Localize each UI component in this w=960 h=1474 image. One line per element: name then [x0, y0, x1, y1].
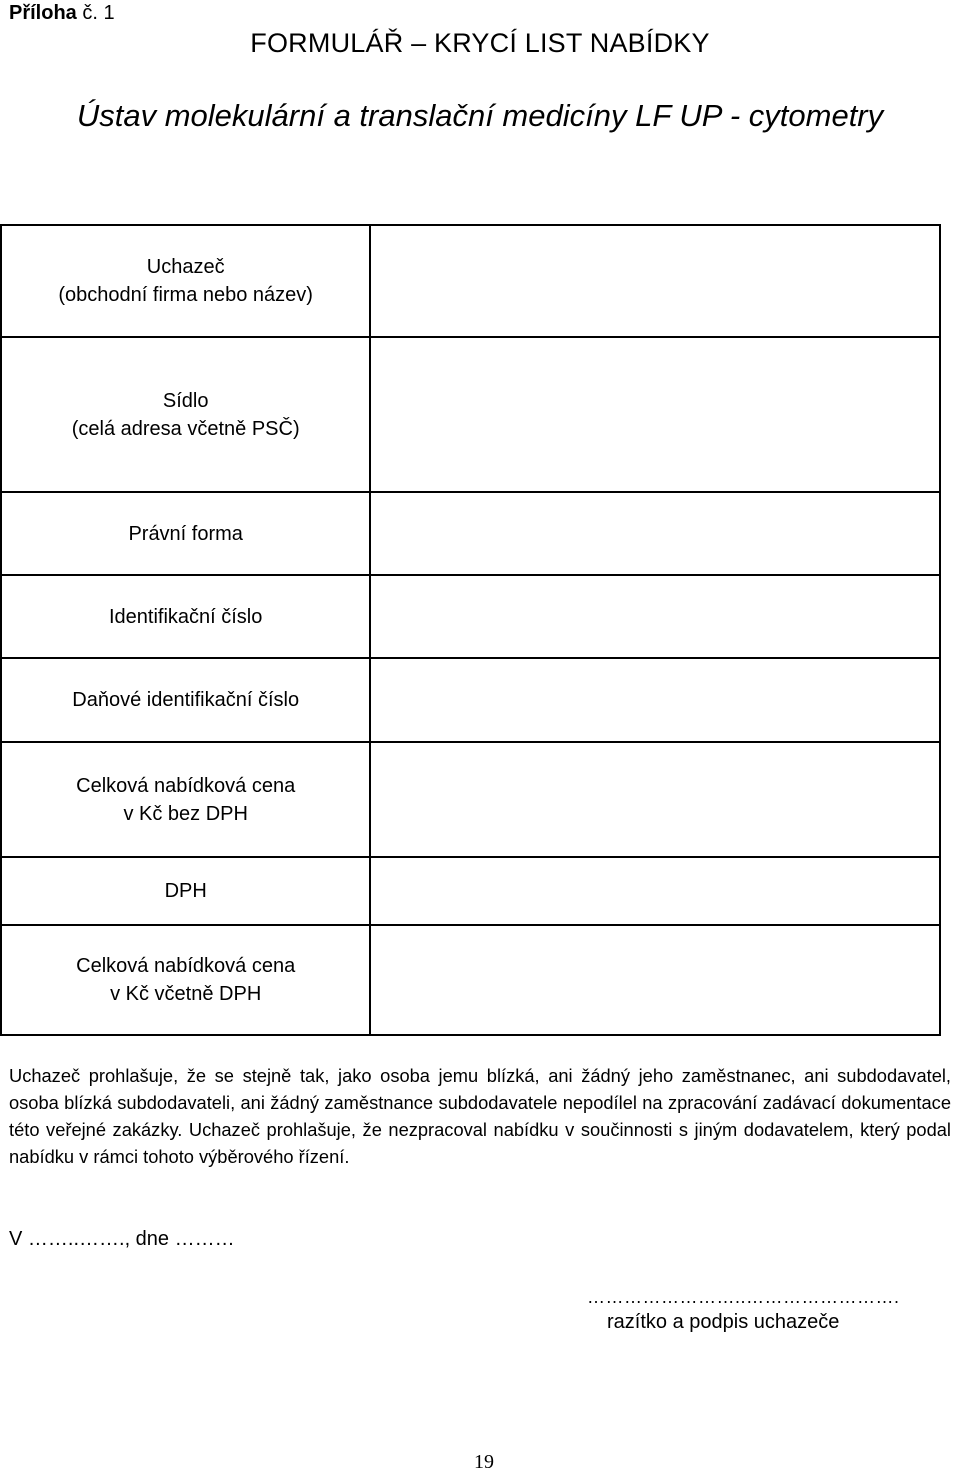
label-seat [1, 337, 370, 492]
declaration-body: Uchazeč prohlašuje, že se stejně tak, jako osoba jemu blízká, ani žádný jeho zaměstnanec, ani subdodavatel, osoba blízká subdodavateli, ani žádný zaměstnance subdodavatele nepodílel na zpracování zadávací dokumentace této veřejné zakázky. Uchazeč prohlašuje, že nezpracoval nabídku v součinnosti s jiným dodavatelem, který podal nabídku v rámci tohoto výběrového řízení. [9, 1065, 951, 1167]
row-vat [1, 857, 940, 925]
label-main: Celková nabídková cena [76, 955, 296, 977]
document-title: FORMULÁŘ – KRYCÍ LIST NABÍDKY [250, 28, 710, 58]
row-price-with-vat [1, 925, 940, 1035]
label-main: Daňové identifikační číslo [72, 689, 300, 711]
value-applicant[interactable] [370, 225, 940, 337]
value-price-with-vat[interactable] [370, 925, 940, 1035]
label-main: Právní forma [128, 522, 243, 545]
label-vat [1, 857, 370, 925]
label-legal-form [1, 492, 370, 575]
declaration-text [9, 1062, 951, 1170]
label-price-without-vat [1, 742, 370, 857]
value-seat[interactable] [370, 337, 940, 492]
page-number: 19 [474, 1451, 494, 1473]
label-main: DPH [164, 880, 207, 902]
label-tax-id [1, 658, 370, 742]
label-sub: (celá adresa včetně PSČ) [71, 417, 300, 440]
row-seat [1, 337, 940, 492]
row-id-number [1, 575, 940, 658]
label-sub: (obchodní firma nebo název) [58, 284, 313, 306]
signature-label: razítko a podpis uchazeče [607, 1311, 840, 1333]
row-tax-id [1, 658, 940, 742]
label-id-number [1, 575, 370, 658]
row-legal-form [1, 492, 940, 575]
value-legal-form[interactable] [370, 492, 940, 575]
row-price-without-vat [1, 742, 940, 857]
value-id-number[interactable] [370, 575, 940, 658]
label-price-with-vat [1, 925, 370, 1035]
label-main: Identifikační číslo [108, 605, 263, 628]
value-price-without-vat[interactable] [370, 742, 940, 857]
label-main: Celková nabídková cena [76, 774, 296, 797]
row-applicant [1, 225, 940, 337]
label-sub: v Kč včetně DPH [110, 983, 262, 1005]
value-vat[interactable] [370, 857, 940, 925]
document-subtitle: Ústav molekulární a translační medicíny LF UP - cytometry [76, 98, 884, 133]
signature-line: ……………………..……………………. [587, 1287, 900, 1307]
label-sub: v Kč bez DPH [123, 802, 248, 825]
annex-label: Příloha č. 1 [9, 2, 115, 24]
place-date-line: V ……..……., dne ……… [9, 1228, 235, 1250]
label-main: Uchazeč [146, 256, 225, 278]
cover-sheet-table [0, 224, 941, 1036]
value-tax-id[interactable] [370, 658, 940, 742]
label-applicant [1, 225, 370, 337]
label-main: Sídlo [162, 389, 209, 412]
